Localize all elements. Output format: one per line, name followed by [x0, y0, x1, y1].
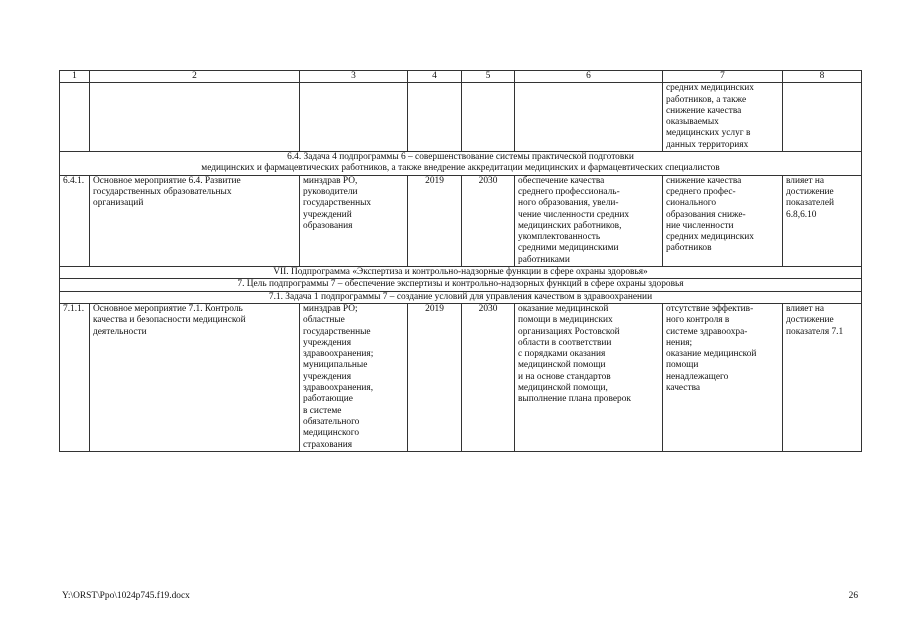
cell-empty [783, 83, 862, 152]
indicator-link: влияет на достижение показателей 6.8,6.10 [783, 175, 862, 266]
measure-name: Основное мероприятие 6.4. Развитие государственных образовательных организаций [90, 175, 300, 266]
section-row-subprogram-7 [60, 267, 862, 279]
measure-name: Основное мероприятие 7.1. Контроль качества и безопасности медицинской деятельности [90, 303, 300, 451]
cell-empty [515, 83, 663, 152]
cell-empty [300, 83, 408, 152]
cell-empty [462, 83, 515, 152]
column-number-8: 8 [783, 71, 862, 83]
start-year: 2019 [408, 303, 462, 451]
subprogram-7-heading: VII. Подпрограмма «Экспертиза и контрольно-надзорные функции в сфере охраны здоровья» [60, 267, 862, 279]
column-number-3: 3 [300, 71, 408, 83]
non-implementation-consequences: отсутствие эффектив- ного контроля в системе здравоохра- нения; оказание медицинской помощи ненадлежащего качества [663, 303, 783, 451]
cell-empty [408, 83, 462, 152]
continued-consequences: средних медицинских работников, а также снижение качества оказываемых медицинских услуг в данных территориях [663, 83, 783, 152]
cell-empty [90, 83, 300, 152]
section-row-task-6-4 [60, 152, 862, 176]
cell-empty [60, 83, 90, 152]
task-6-4-heading: 6.4. Задача 4 подпрограммы 6 – совершенствование системы практической подготовки медицинских и фармацевтических работников, а также внедрение аккредитации медицинских и фармацевтических специалистов [60, 152, 862, 176]
indicator-link: влияет на достижение показателя 7.1 [783, 303, 862, 451]
column-number-row [60, 71, 862, 83]
continued-row [60, 83, 862, 152]
row-number: 7.1.1. [60, 303, 90, 451]
table-row-7-1-1 [60, 303, 862, 451]
task-7-1-heading: 7.1. Задача 1 подпрограммы 7 – создание условий для управления качеством в здравоохранении [60, 291, 862, 303]
program-table [59, 70, 862, 452]
executor: минздрав РО, руководители государственных учреждений образования [300, 175, 408, 266]
section-row-task-7-1 [60, 291, 862, 303]
section-row-goal-7 [60, 279, 862, 291]
column-number-1: 1 [60, 71, 90, 83]
non-implementation-consequences: снижение качества среднего профес- сионального образования сниже- ние численности средних медицинских работников [663, 175, 783, 266]
column-number-4: 4 [408, 71, 462, 83]
start-year: 2019 [408, 175, 462, 266]
column-number-6: 6 [515, 71, 663, 83]
end-year: 2030 [462, 175, 515, 266]
row-number: 6.4.1. [60, 175, 90, 266]
column-number-2: 2 [90, 71, 300, 83]
goal-7-heading: 7. Цель подпрограммы 7 – обеспечение экспертизы и контрольно-надзорных функций в сфере охраны здоровья [60, 279, 862, 291]
table-row-6-4-1 [60, 175, 862, 266]
end-year: 2030 [462, 303, 515, 451]
column-number-5: 5 [462, 71, 515, 83]
executor: минздрав РО; областные государственные учреждения здравоохранения; муниципальные учреждения здравоохранения, работающие в системе обязательного медицинского страхования [300, 303, 408, 451]
footer-file-path: Y:\ORST\Ppo\1024p745.f19.docx [62, 591, 190, 601]
column-number-7: 7 [663, 71, 783, 83]
expected-result: обеспечение качества среднего профессиональ- ного образования, увели- чение численности средних медицинских работников, укомплектованность средними медицинскими работниками [515, 175, 663, 266]
footer-page-number: 26 [848, 591, 858, 601]
expected-result: оказание медицинской помощи в медицинских организациях Ростовской области в соответствии с порядками оказания медицинской помощи и на основе стандартов медицинской помощи, выполнение плана проверок [515, 303, 663, 451]
